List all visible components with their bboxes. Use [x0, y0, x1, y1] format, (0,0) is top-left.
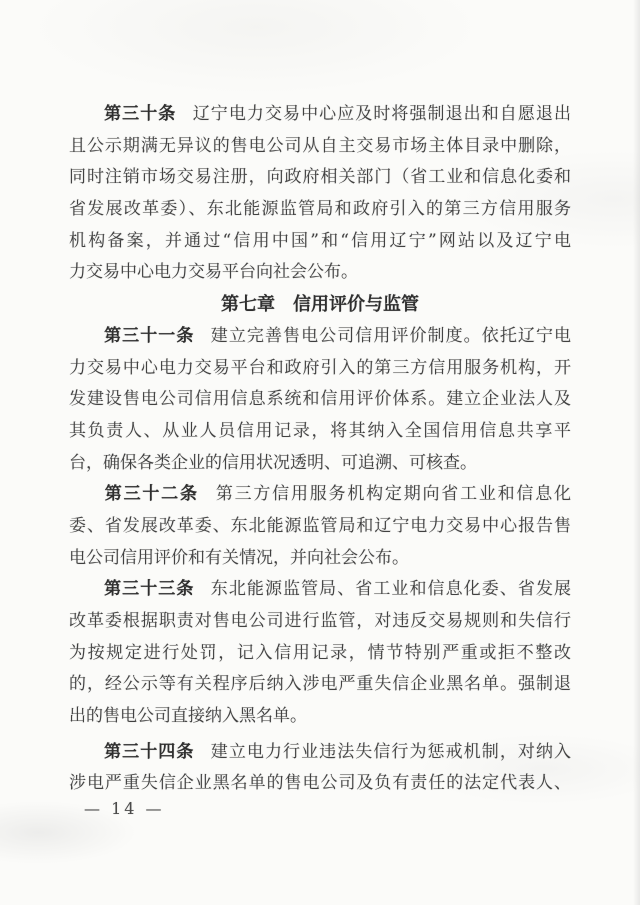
article-34-line-1 [69, 737, 571, 769]
article-30-line-3: 同时注销市场交易注册，向政府相关部门（省工业和信息化委和 [69, 167, 571, 188]
article-31-line-2: 力交易中心电力交易平台和政府引入的第三方信用服务机构，开 [69, 357, 571, 378]
article-30-line-6: 力交易中心电力交易平台向社会公布。 [69, 262, 358, 283]
article-31-line-1 [69, 321, 571, 353]
article-33-line-2: 改革委根据职责对售电公司进行监管，对违反交易规则和失信行 [69, 611, 571, 631]
article-30-text: 辽宁电力交易中心应及时将强制退出和自愿退出 [191, 104, 571, 124]
article-33-text: 东北能源监管局、省工业和信息化委、省发展 [209, 579, 571, 600]
article-31-paragraph [69, 321, 571, 479]
article-30-number: 第三十条 [103, 104, 177, 124]
article-30-line-5: 机构备案，并通过“信用中国”和“信用辽宁”网站以及辽宁电 [69, 230, 571, 251]
page-number: — 14 — [84, 799, 165, 818]
article-33-paragraph [69, 574, 571, 732]
article-33-line-5: 出的售电公司直接纳入黑名单。 [69, 706, 307, 727]
article-30-line-2: 且公示期满无异议的售电公司从自主交易市场主体目录中删除， [69, 135, 571, 156]
article-34-line-2: 涉电严重失信企业黑名单的售电公司及负有责任的法定代表人、 [69, 773, 571, 794]
article-30-line-1 [69, 99, 571, 131]
article-33-line-1 [69, 574, 571, 606]
article-31-number: 第三十一条 [103, 325, 195, 346]
article-33-line-3: 为按规定进行处罚，记入信用记录，情节特别严重或拒不整改 [69, 642, 571, 663]
article-32-number: 第三十二条 [103, 484, 199, 505]
article-33-number: 第三十三条 [103, 579, 195, 600]
chapter-7-heading: 第七章 信用评价与监管 [221, 294, 419, 316]
article-34-paragraph [69, 737, 571, 800]
article-31-line-3: 发建设售电公司信用信息系统和信用评价体系。建立企业法人及 [69, 389, 571, 410]
article-34-text: 建立电力行业违法失信行为惩戒机制，对纳入 [209, 741, 571, 762]
article-31-text: 建立完善售电公司信用评价制度。依托辽宁电 [209, 325, 571, 346]
article-32-paragraph [69, 479, 571, 574]
article-32-text: 第三方信用服务机构定期向省工业和信息化 [214, 484, 571, 505]
article-31-line-4: 其负责人、从业人员信用记录，将其纳入全国信用信息共享平 [69, 420, 571, 441]
article-32-line-2: 委、省发展改革委、东北能源监管局和辽宁电力交易中心报告售 [69, 515, 571, 536]
article-34-number: 第三十四条 [103, 741, 195, 762]
article-32-line-1 [69, 479, 571, 511]
article-30-line-4: 省发展改革委）、东北能源监管局和政府引入的第三方信用服务 [69, 199, 571, 220]
article-33-line-4: 的，经公示等有关程序后纳入涉电严重失信企业黑名单。强制退 [69, 674, 571, 695]
article-32-line-3: 电公司信用评价和有关情况，并向社会公布。 [69, 547, 409, 568]
article-31-line-5: 台，确保各类企业的信用状况透明、可追溯、可核查。 [69, 452, 477, 473]
article-30-paragraph [69, 99, 571, 289]
